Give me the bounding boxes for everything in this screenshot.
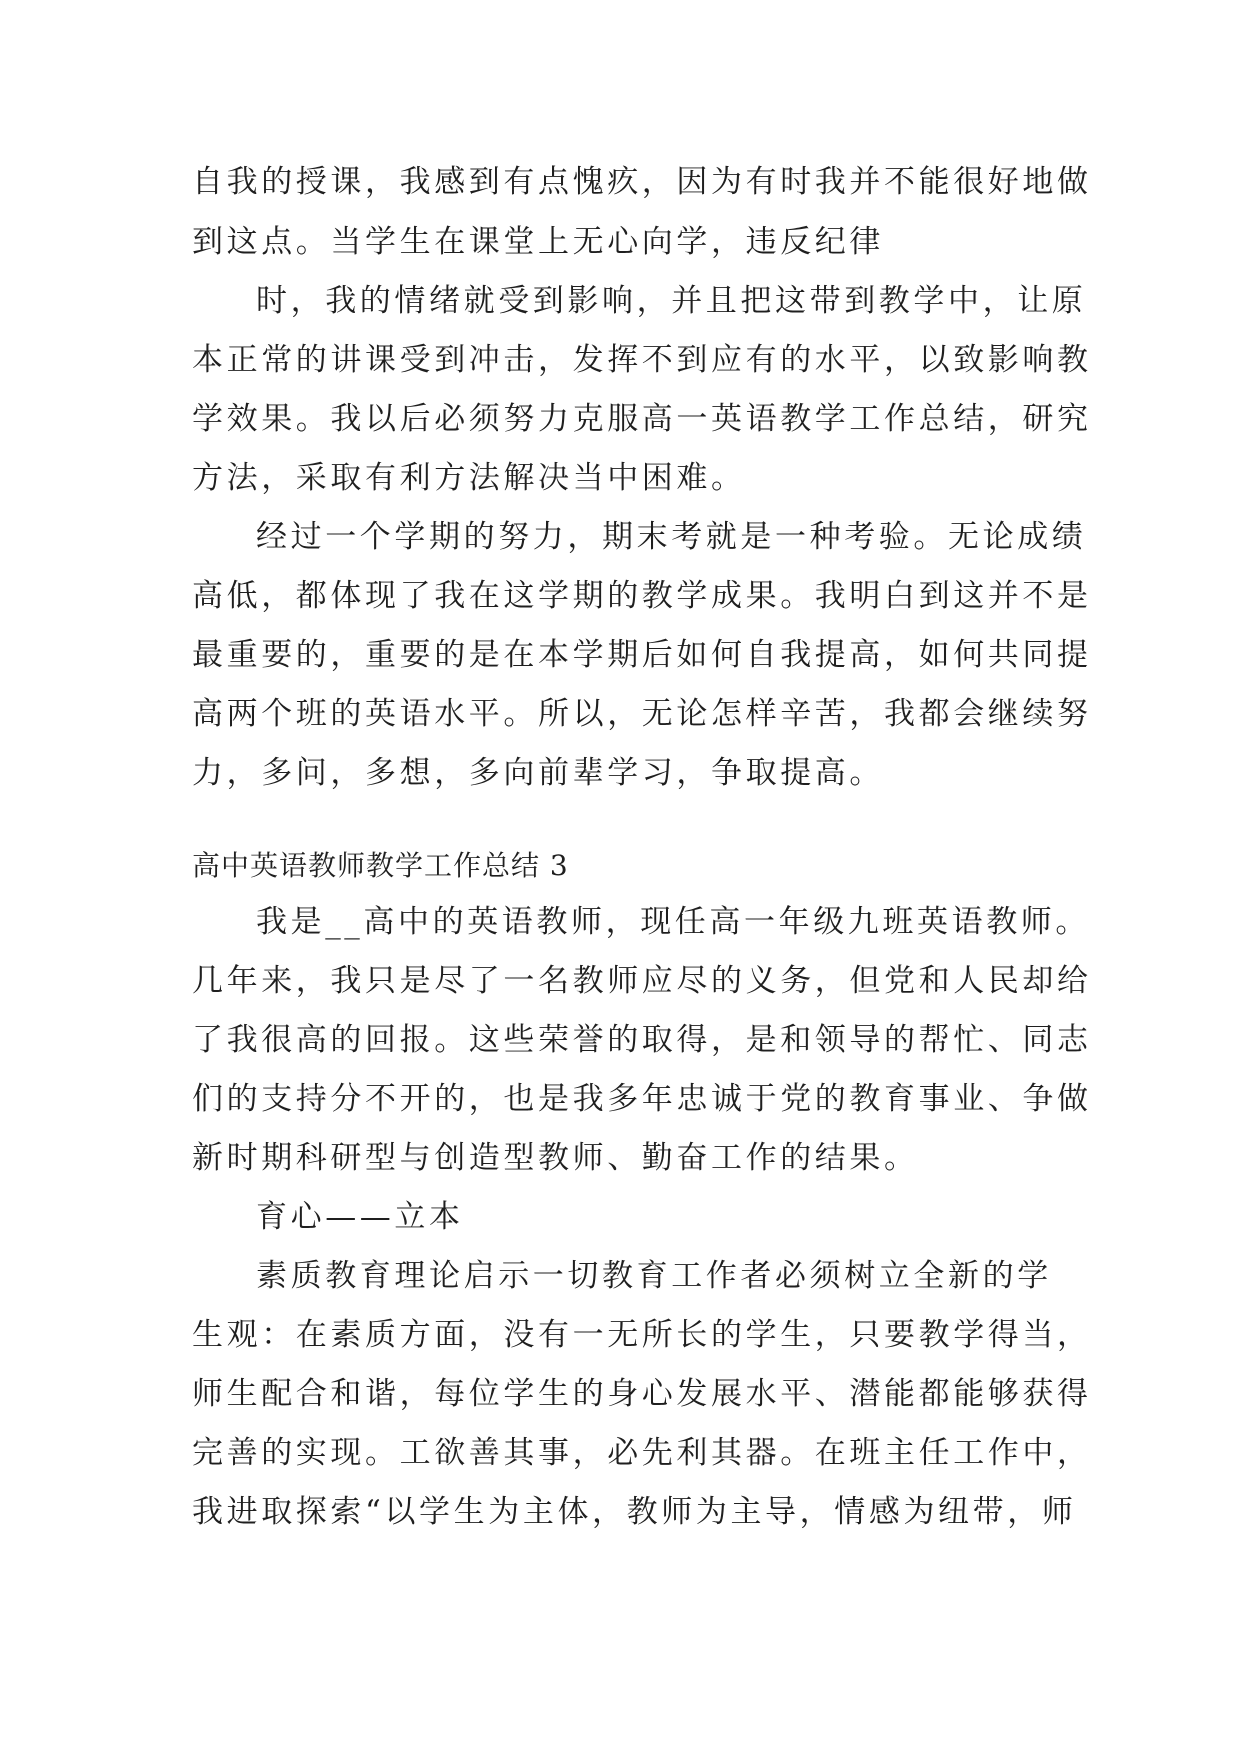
body-text-line: 高低，都体现了我在这学期的教学成果。我明白到这并不是 bbox=[192, 578, 1092, 614]
section-heading: 高中英语教师教学工作总结 3 bbox=[192, 849, 569, 882]
body-text-line: 时，我的情绪就受到影响，并且把这带到教学中，让原 bbox=[256, 283, 1087, 319]
body-text-line: 经过一个学期的努力，期末考就是一种考验。无论成绩 bbox=[256, 519, 1087, 555]
body-text-line: 几年来，我只是尽了一名教师应尽的义务，但党和人民却给 bbox=[192, 963, 1092, 999]
body-text-line: 完善的实现。工欲善其事，必先利其器。在班主任工作中， bbox=[192, 1435, 1092, 1471]
body-text-line: 学效果。我以后必须努力克服高一英语教学工作总结，研究 bbox=[192, 401, 1092, 437]
body-text-line: 我是__高中的英语教师，现任高一年级九班英语教师。 bbox=[256, 904, 1090, 940]
body-text-line: 力，多问，多想，多向前辈学习，争取提高。 bbox=[192, 755, 884, 791]
body-text-line: 高两个班的英语水平。所以，无论怎样辛苦，我都会继续努 bbox=[192, 696, 1092, 732]
body-text-line: 素质教育理论启示一切教育工作者必须树立全新的学 bbox=[256, 1258, 1052, 1294]
body-text-line: 自我的授课，我感到有点愧疚，因为有时我并不能很好地做 bbox=[192, 164, 1092, 200]
body-text-line: 师生配合和谐，每位学生的身心发展水平、潜能都能够获得 bbox=[192, 1376, 1092, 1412]
body-text-line: 方法，采取有利方法解决当中困难。 bbox=[192, 460, 746, 496]
body-text-line: 们的支持分不开的，也是我多年忠诚于党的教育事业、争做 bbox=[192, 1081, 1092, 1117]
body-text-line: 我进取探索“以学生为主体，教师为主导，情感为纽带，师 bbox=[192, 1494, 1077, 1530]
subheading-line: 育心——立本 bbox=[256, 1199, 464, 1235]
body-text-line: 本正常的讲课受到冲击，发挥不到应有的水平，以致影响教 bbox=[192, 342, 1092, 378]
body-text-line: 新时期科研型与创造型教师、勤奋工作的结果。 bbox=[192, 1140, 919, 1176]
body-text-line: 最重要的，重要的是在本学期后如何自我提高，如何共同提 bbox=[192, 637, 1092, 673]
body-text-line: 了我很高的回报。这些荣誉的取得，是和领导的帮忙、同志 bbox=[192, 1022, 1092, 1058]
body-text-line: 生观：在素质方面，没有一无所长的学生，只要教学得当， bbox=[192, 1317, 1092, 1353]
body-text-line: 到这点。当学生在课堂上无心向学，违反纪律 bbox=[192, 224, 884, 260]
